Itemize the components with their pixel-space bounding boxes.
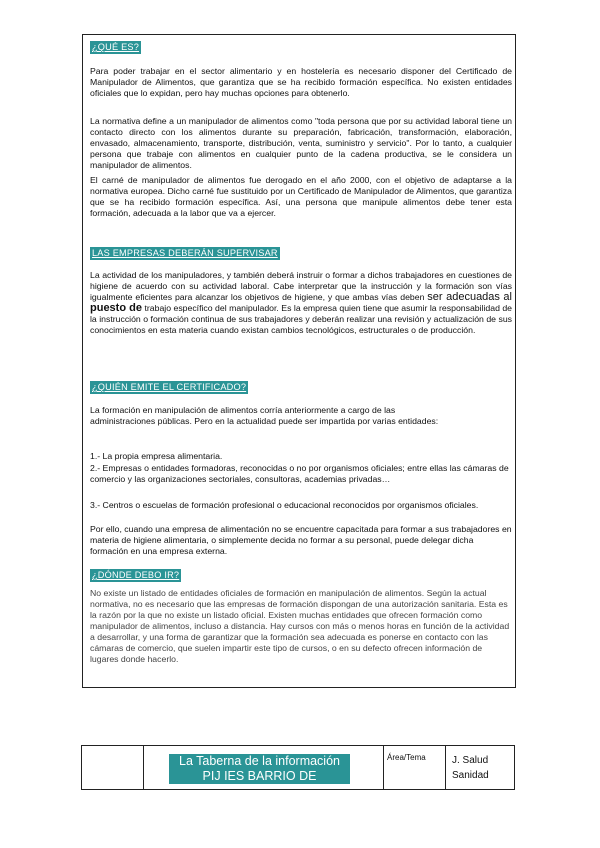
empresas-text-big: ser adecuadas al [427, 291, 512, 303]
heading-donde: ¿DÓNDE DEBO IR? [92, 570, 180, 580]
heading-que-es: ¿QUÉ ES? [92, 42, 140, 52]
heading-quien-emite: ¿QUIÉN EMITE EL CERTIFICADO? [92, 382, 247, 392]
footer-area-label: Área/Tema [387, 753, 426, 762]
heading-empresas: LAS EMPRESAS DEBERÁN SUPERVISAR [92, 248, 278, 258]
empresas-text-bold: puesto de [90, 302, 142, 314]
empresas-text-end: trabajo específico del manipulador. Es la empresa quien tiene que asumir la responsabilidad de la instrucción o formación continua de sus trabajadores y deberán realizar una revisión y actualización de sus conocimientos en esta materia cuando existan cambios tecnológicos, estructurales o de producción. [90, 303, 513, 335]
footer-title-line-2: PIJ IES BARRIO DE [169, 769, 350, 784]
empresas-paragraph [90, 270, 512, 336]
que-es-paragraph-2: La normativa define a un manipulador de alimentos como "toda persona que por su actividad laboral tiene un contacto directo con los alimentos durante su preparación, fabricación, transformación, elaboración, envasado, almacenamiento, transporte, distribución, venta, suministro y servicio". Por lo tanto, a cualquier persona que trabaje con alimentos en cualquier punto de la cadena productiva, se le considera un manipulador de alimentos. [90, 116, 512, 170]
quien-item-3: 3.- Centros o escuelas de formación profesional o educacional reconocidos por organismos oficiales. [90, 500, 479, 510]
footer-right-2: Sanidad [452, 770, 489, 781]
quien-intro: La formación en manipulación de alimentos corría anteriormente a cargo de las administraciones públicas. Pero en la actualidad puede ser impartida por varias entidades: [90, 405, 439, 426]
donde-paragraph: No existe un listado de entidades oficiales de formación en manipulación de alimentos. Según la actual normativa, no es necesario que las empresas de formación dispongan de una autorización sanitaria. Esta es la razón por la que no existe un listado oficial. Existen muchas entidades que ofrecen formación como manipulador de alimentos, incluso a distancia. Hay cursos con más o menos horas en función de la actividad a desarrollar, y una forma de garantizar que la formación sea adecuada es ponerse en contacto con las cámaras de comercio, que suelen impartir este tipo de cursos, o en su defecto ofrecen información de lugares donde hacerlo. [90, 588, 510, 664]
footer-title-line-1: La Taberna de la información [169, 754, 350, 769]
empresas-text-start: La actividad de los manipuladores, y también deberá instruir o formar a dichos trabajadores en cuestiones de higiene de acuerdo con su actividad laboral. Cabe interpretar que la instrucción y la formación son vías igualmente eficientes para alcanzar los objetivos de higiene, y que ambas vías deben [90, 270, 512, 302]
quien-item-2: 2.- Empresas o entidades formadoras, reconocidas o no por organismos oficiales; entre ellas las cámaras de comercio y las organizaciones sectoriales, consultoras, academias privadas… [90, 463, 509, 484]
footer-cell-empty [82, 746, 144, 789]
quien-item-1: 1.- La propia empresa alimentaria. [90, 451, 223, 461]
footer-right-1: J. Salud [452, 755, 489, 766]
quien-closing: Por ello, cuando una empresa de alimentación no se encuentre capacitada para formar a sus trabajadores en materia de higiene alimentaria, o simplemente decida no formar a su personal, puede delegar dicha formación en una empresa externa. [90, 524, 512, 556]
que-es-paragraph-1: Para poder trabajar en el sector alimentario y en hostelería es necesario disponer del Certificado de Manipulador de Alimentos, que garantiza que se ha recibido formación específica. No existen entidades oficiales que lo expidan, pero hay muchas opciones para obtenerlo. [90, 66, 512, 98]
que-es-paragraph-3: El carné de manipulador de alimentos fue derogado en el año 2000, con el objetivo de adaptarse a la normativa europea. Dicho carné fue sustituido por un Certificado de Manipulador de Alimentos, que garantiza que se ha recibido formación específica. Así, una persona que manipule alimentos debe tener esta formación, adecuada a la labor que va a ejercer. [90, 175, 512, 218]
